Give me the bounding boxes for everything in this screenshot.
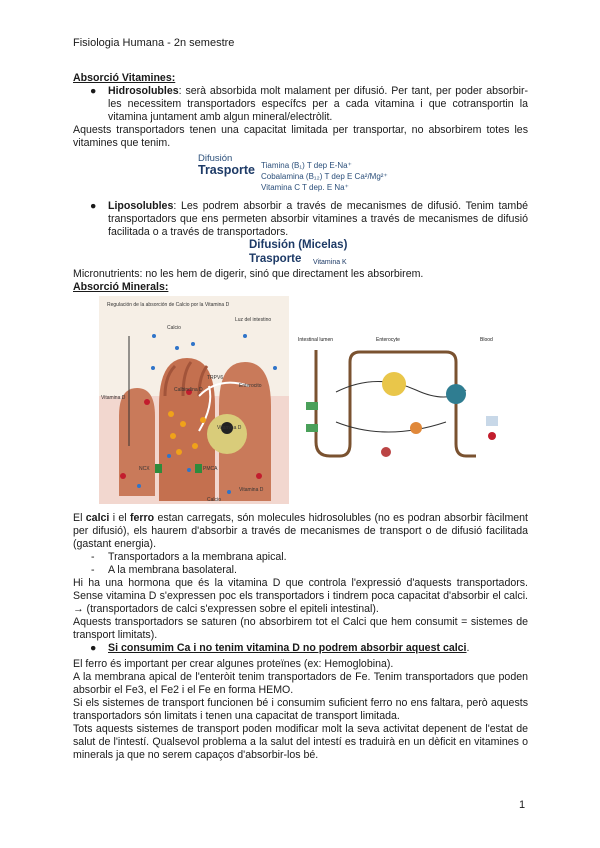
text-fragment: . bbox=[466, 642, 470, 654]
table-hidrosolubles bbox=[73, 152, 528, 196]
highlight-ca-vitamin-d: Si consumim Ca i no tenim vitamina D no podrem absorbir aquest calci bbox=[108, 642, 467, 654]
label-intestinal-lumen: Intestinal lumen bbox=[298, 337, 334, 343]
page-number: 1 bbox=[519, 799, 526, 811]
dash-item-apical: - Transportadors a la membrana apical. bbox=[91, 551, 287, 563]
label-vitd-left: Vitamina D bbox=[101, 395, 126, 401]
calcium-diagram-drawing bbox=[99, 296, 289, 504]
label-difusion-micelas: Difusión (Micelas) bbox=[249, 239, 348, 251]
paragraph-fe-limits: Si els sistemes de transport funcionen bé i consumim suficient ferro no ens faltara, però aquests transportadors són limitats i tenen una capacitat de transport limitada. bbox=[73, 697, 528, 722]
bullet-liposolubles bbox=[73, 200, 528, 239]
figures-row bbox=[73, 296, 528, 506]
label-blood: Blood bbox=[480, 337, 493, 343]
paragraph-fe-transporters: A la membrana apical de l'enteròit tenim transportadors de Fe. Tenim transportadors que poden absorbir el Fe3, el Fe2 i el Fe en forma HEMO. bbox=[73, 671, 528, 696]
label-enterocito: Enterocito bbox=[239, 383, 262, 389]
row-vitamina-c: Vitamina C T dep. E Na⁺ bbox=[261, 183, 349, 192]
paragraph-vitamina-d: Hi ha una hormona que és la vitamina D que controla l'expressió d'aquests transportadors. Sense vitamina D s'expressen poc els transportadors i tindrem poca capacitat d'absorbir el calci. → (transportadors de calci s'expressen sobre el epiteli intestinal). bbox=[73, 577, 528, 615]
bullet-ca-vitamin-d bbox=[73, 642, 528, 655]
table-liposolubles bbox=[73, 239, 528, 266]
label-calbindina: Calbindina D bbox=[174, 387, 203, 393]
page-header: Fisiologia Humana - 2n semestre bbox=[73, 37, 235, 49]
term-calci: calci bbox=[85, 512, 110, 524]
bullet-dot: ● bbox=[90, 642, 97, 654]
label-transporte: Trasporte bbox=[198, 163, 255, 177]
value-vitamina-k: Vitamina K bbox=[313, 259, 347, 266]
figure-iron-absorption bbox=[296, 332, 506, 472]
bullet-dot: ● bbox=[90, 85, 97, 97]
paragraph-intestine-health: Tots aquests sistemes de transport poden modificar molt la seva activitat depenent de l'estat de salut de l'intestí. Qualsevol problema a la salut del intestí es traduirà en un dèficit en vitamines o minerals ja que no serem capaços d'absorbir-los bé. bbox=[73, 723, 528, 761]
label-pmca: PMCA bbox=[203, 466, 218, 472]
dash-text: A la membrana basolateral. bbox=[108, 564, 237, 576]
label-calcio-bottom: Calcio bbox=[207, 497, 221, 503]
term-hidrosolubles: Hidrosolubles bbox=[108, 85, 179, 97]
iron-diagram-drawing bbox=[296, 332, 506, 472]
label-ncx: NCX bbox=[139, 466, 150, 472]
document-body bbox=[73, 72, 528, 762]
term-liposolubles: Liposolubles bbox=[108, 200, 174, 212]
figure1-title: Regulación de la absorción de Calcio por la Vitamina D bbox=[107, 302, 230, 308]
label-difusion: Difusión bbox=[198, 153, 233, 164]
label-vitd-bottom: Vitamina D bbox=[239, 487, 264, 493]
bullet-hidrosolubles bbox=[73, 85, 528, 124]
heading-vitamines: Absorció Vitamines: bbox=[73, 72, 176, 84]
paragraph-saturation: Aquests transportadors se saturen (no absorbirem tot el Calci que hem consumit = sistemes de transport limitats). bbox=[73, 616, 528, 641]
text-fragment: El bbox=[73, 512, 86, 524]
dash-item-basolateral: - A la membrana basolateral. bbox=[91, 564, 237, 576]
paragraph-calci-ferro bbox=[73, 512, 528, 551]
row-cobalamina: Cobalamina (B₁₂) T dep E Ca²/Mg²⁺ bbox=[261, 172, 388, 181]
text-hidrosolubles: : serà absorbida molt malament per difusió. Per tant, per poder absorbir-les necessitem transportadors específcs per a cada vitamina i que cotransportin la vitamina juntament amb algun mineral/electròlit. bbox=[108, 85, 528, 123]
dash-text: Transportadors a la membrana apical. bbox=[108, 551, 287, 563]
text-fragment: i el bbox=[109, 512, 130, 524]
paragraph-micronutrients: Micronutrients: no les hem de digerir, sinó que directament les absorbirem. bbox=[73, 268, 424, 280]
label-calcio: Calcio bbox=[167, 325, 181, 331]
label-vitd-nucleus: Vitamina D bbox=[217, 425, 242, 431]
paragraph-transport-capacity: Aquests transportadors tenen una capacitat limitada per transportar, no absorbirem totes les vitamines que tenim. bbox=[73, 124, 528, 149]
figure-calcium-absorption bbox=[99, 296, 289, 504]
heading-minerals: Absorció Minerals: bbox=[73, 281, 169, 293]
label-trpv6: TRPV6 bbox=[207, 375, 224, 381]
paragraph-ferro-proteins: El ferro és important per crear algunes proteïnes (ex: Hemoglobina). bbox=[73, 658, 394, 670]
term-ferro: ferro bbox=[130, 512, 155, 524]
row-tiamina: Tiamina (B₁) T dep E-Na⁺ bbox=[261, 161, 352, 170]
label-transporte: Trasporte bbox=[249, 253, 302, 265]
label-lumen: Luz del intestino bbox=[235, 317, 272, 323]
text-fragment: estan carregats, són molecules hidrosolubles (no es podran absorbir fàcilment per difusió), els haurem d'absorbir a través de mecanismes de transport o de difusió facilitada (gastant energia). bbox=[73, 512, 528, 550]
text-liposolubles: : Les podrem absorbir a través de mecanismes de difusió. Tenim també transportadors que ens permeten absorbir vitamines a través de mecanismes de difusió facilitada o a través de transportadors. bbox=[108, 200, 528, 238]
label-enterocyte: Enterocyte bbox=[376, 337, 400, 343]
bullet-dot: ● bbox=[90, 200, 97, 212]
